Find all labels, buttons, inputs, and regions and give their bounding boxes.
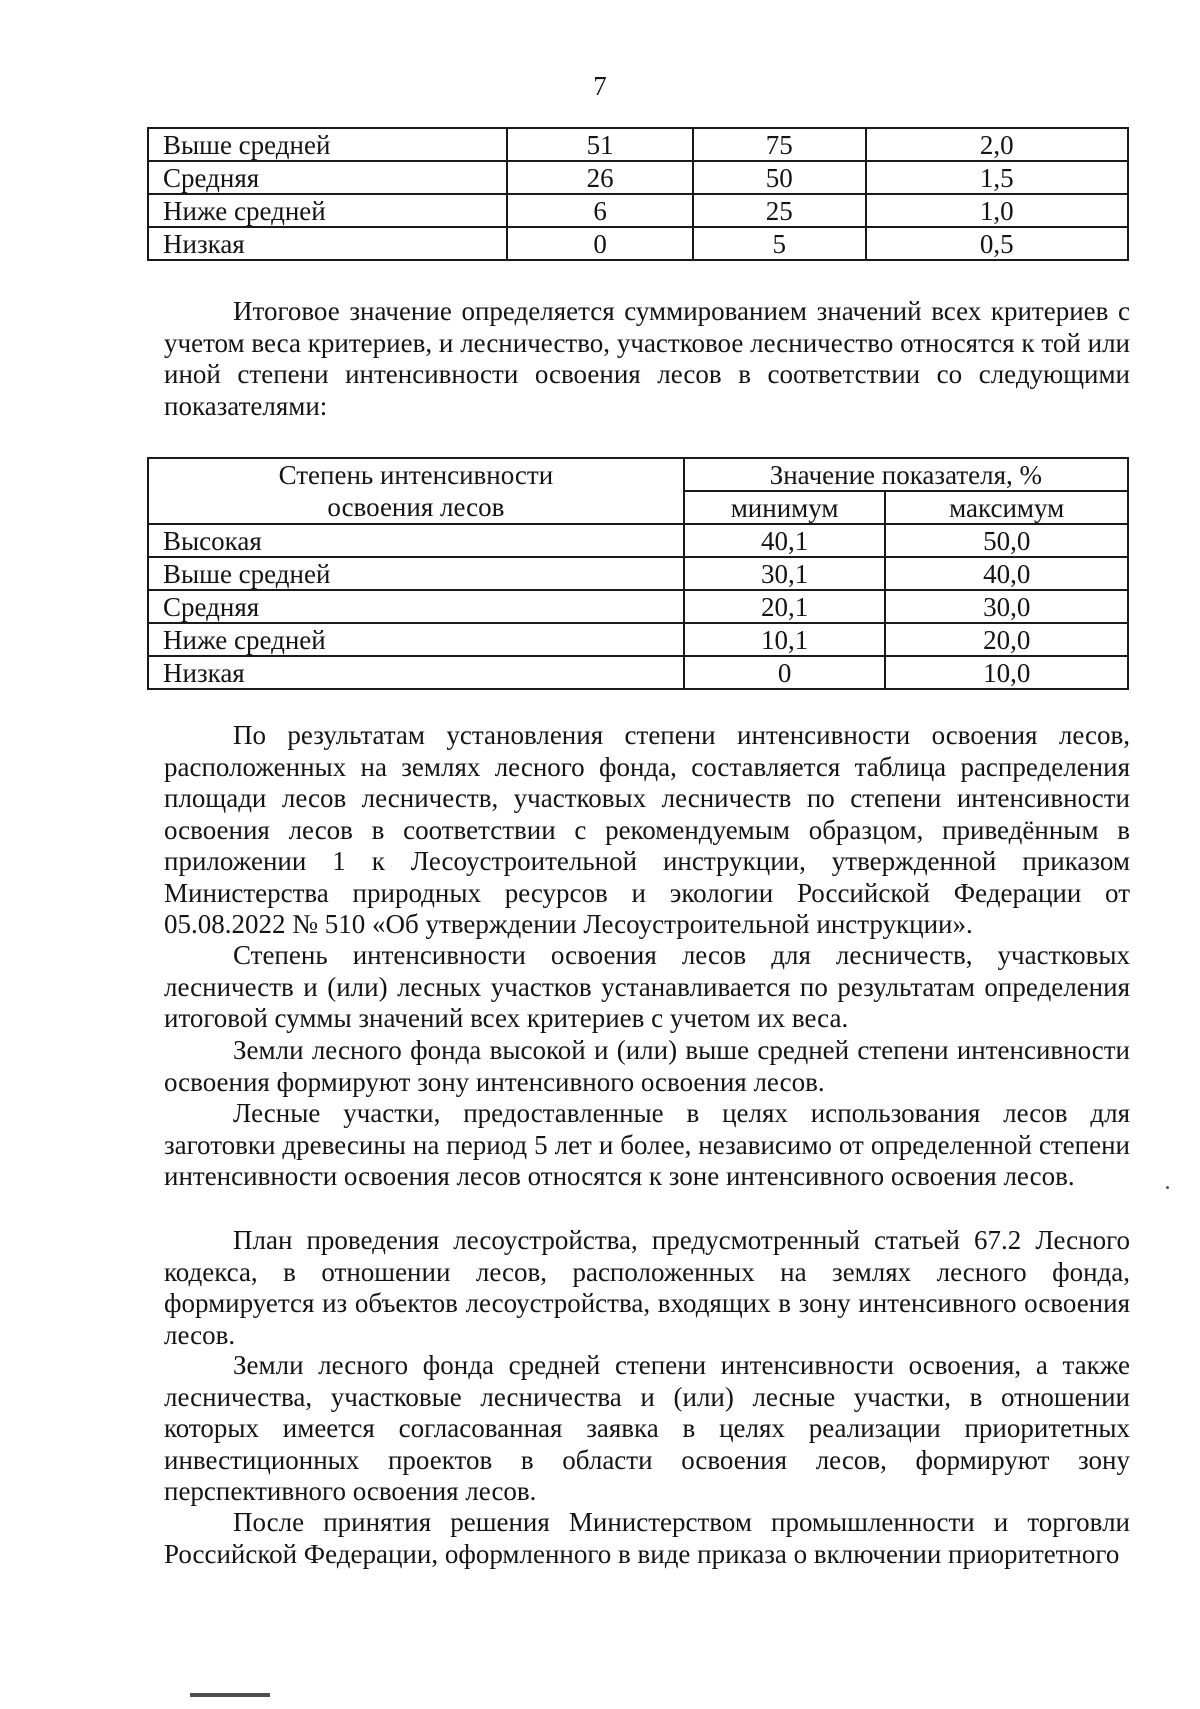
paragraph-distribution-table: По результатам установления степени интенсивности освоения лесов, расположенных на землях лесного фонда, составляется таблица распределения площади лесов лесничеств, участковых лесничеств по степени интенсивности освоения лесов в соответствии с рекомендуемым образцом, приведённым в приложении 1 к Лесоустроительной инструкции, утвержденной приказом Министерства природных ресурсов и экологии Российской Федерации от 05.08.2022 № 510 «Об утверждении Лесоустроительной инструкции».	[164, 720, 1130, 939]
table-row	[148, 524, 1128, 557]
table-cell-max: 30,0	[885, 590, 1128, 623]
table-header-max: максимум	[885, 491, 1128, 524]
table-cell-min: 30,1	[684, 557, 886, 590]
table-cell-min: 10,1	[684, 623, 886, 656]
scan-dot	[1166, 1186, 1169, 1189]
table-row	[148, 194, 1128, 227]
table-cell-weight: 1,5	[866, 161, 1128, 194]
table-cell-min: 20,1	[684, 590, 886, 623]
paragraph-forest-management-plan: План проведения лесоустройства, предусмотренный статьей 67.2 Лесного кодекса, в отношении лесов, расположенных на землях лесного фонда, формируется из объектов лесоустройства, входящих в зону интенсивного освоения лесов.	[164, 1225, 1130, 1350]
table-cell-max: 10,0	[885, 656, 1128, 689]
table-row	[148, 623, 1128, 656]
table-row	[148, 590, 1128, 623]
scan-smudge	[190, 1693, 270, 1697]
criteria-weight-table	[147, 127, 1129, 261]
paragraph-harvesting-plots: Лесные участки, предоставленные в целях использования лесов для заготовки древесины на период 5 лет и более, независимо от определенной степени интенсивности освоения лесов относятся к зоне интенсивного освоения лесов.	[164, 1098, 1130, 1191]
table-cell-weight: 2,0	[866, 128, 1128, 161]
table-cell-degree: Выше средней	[148, 557, 684, 590]
table-cell-max: 40,0	[885, 557, 1128, 590]
table-cell-weight: 1,0	[866, 194, 1128, 227]
table-cell-degree: Ниже средней	[148, 194, 507, 227]
table-cell-value: 25	[693, 194, 866, 227]
table-cell-degree: Средняя	[148, 590, 684, 623]
paragraph-perspective-zone: Земли лесного фонда средней степени интенсивности освоения, а также лесничества, участковые лесничества и (или) лесные участки, в отношении которых имеется согласованная заявка в целях реализации приоритетных инвестиционных проектов в области освоения лесов, формируют зону перспективного освоения лесов.	[164, 1350, 1130, 1506]
table-header-degree-line1: Степень интенсивности	[148, 458, 684, 491]
table-cell-max: 50,0	[885, 524, 1128, 557]
table-header-min: минимум	[684, 491, 886, 524]
table-cell-value: 5	[693, 227, 866, 260]
table-cell-value: 51	[507, 128, 693, 161]
paragraph-intensive-zone: Земли лесного фонда высокой и (или) выше средней степени интенсивности освоения формируют зону интенсивного освоения лесов.	[164, 1035, 1130, 1097]
page-number: 7	[593, 71, 607, 101]
table-cell-min: 0	[684, 656, 886, 689]
table-cell-max: 20,0	[885, 623, 1128, 656]
table-header-degree-line2: освоения лесов	[148, 491, 684, 524]
paragraph-total-value: Итоговое значение определяется суммированием значений всех критериев с учетом веса критериев, и лесничество, участковое лесничество относятся к той или иной степени интенсивности освоения лесов в соответствии со следующими показателями:	[164, 296, 1130, 421]
table-row	[148, 128, 1128, 161]
table-cell-degree: Ниже средней	[148, 623, 684, 656]
table-row	[148, 161, 1128, 194]
table-cell-weight: 0,5	[866, 227, 1128, 260]
table-cell-degree: Низкая	[148, 656, 684, 689]
table-cell-degree: Высокая	[148, 524, 684, 557]
table-row	[148, 227, 1128, 260]
table-row	[148, 656, 1128, 689]
table-header-row	[148, 491, 1128, 524]
table-cell-degree: Средняя	[148, 161, 507, 194]
table-cell-value: 50	[693, 161, 866, 194]
table-cell-value: 75	[693, 128, 866, 161]
table-cell-degree: Выше средней	[148, 128, 507, 161]
table-cell-value: 26	[507, 161, 693, 194]
table-cell-degree: Низкая	[148, 227, 507, 260]
table-header-value: Значение показателя, %	[684, 458, 1128, 491]
table-row	[148, 557, 1128, 590]
intensity-degree-table	[147, 457, 1129, 690]
table-cell-value: 6	[507, 194, 693, 227]
table-cell-min: 40,1	[684, 524, 886, 557]
paragraph-ministry-decision: После принятия решения Министерством промышленности и торговли Российской Федерации, оформленного в виде приказа о включении приоритетного	[164, 1507, 1130, 1569]
table-header-row	[148, 458, 1128, 491]
paragraph-degree-setting: Степень интенсивности освоения лесов для лесничеств, участковых лесничеств и (или) лесных участков устанавливается по результатам определения итоговой суммы значений всех критериев с учетом их веса.	[164, 940, 1130, 1033]
table-cell-value: 0	[507, 227, 693, 260]
